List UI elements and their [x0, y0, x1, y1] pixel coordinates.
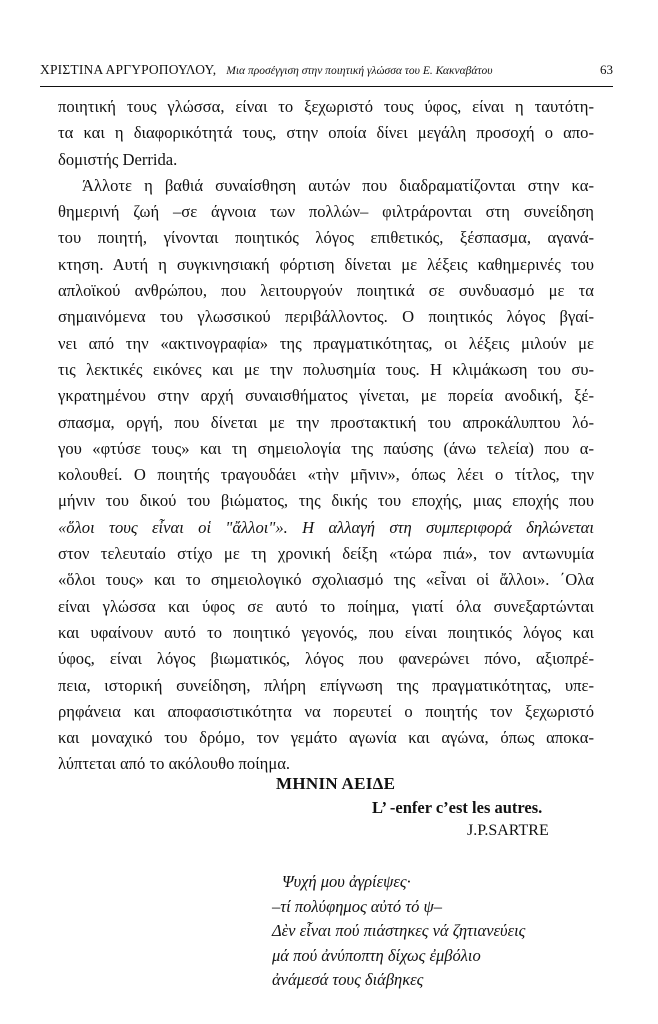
text-line: είναι γλώσσα και ύφος σε αυτό το ποίημα, γιατί όλα συνεξαρτώνται	[58, 596, 594, 616]
text-line: απλοϊκού ανθρώπου, που λειτουργούν ποιητικά σε συνδυασμό με τα	[58, 281, 594, 301]
text-line: σημαινόμενα του γλωσσικού περιβάλλοντος. Ο ποιητικός λόγος βγαί-	[58, 307, 594, 327]
paragraph-2	[58, 173, 594, 778]
poem-line: ἀνάμεσά τους διάβηκες	[272, 970, 424, 989]
text-line: τα και η διαφορικότητά τους, στην οποία δίνει μεγάλη προσοχή ο απο-	[58, 123, 594, 143]
text-line: στον τελευταίο στίχο με τη χρονική δείξη «τώρα πιά», τον αντωνυμία	[58, 544, 594, 564]
poem-verses	[272, 870, 525, 993]
header-author: ΧΡΙΣΤΙΝΑ ΑΡΓΥΡΟΠΟΥΛΟΥ,	[40, 62, 217, 77]
text-line: «ὅλοι τους» και το σημειολογικό σχολιασμό της «εἶναι οἱ ἄλλοι». ΄Ολα	[58, 570, 594, 590]
text-line: μήνιν του δικού του βιώματος, της δικής του εποχής, μιας εποχής που	[58, 491, 594, 511]
text-line: του ποιητή, γίνονται ποιητικός λόγος επιθετικός, ξέσπασμα, αγανά-	[58, 228, 594, 248]
text-line: γκρατημένου στην αρχή συναισθήματος γίνεται, με πορεία ανοδική, ξέ-	[58, 386, 594, 406]
page-number: 63	[600, 62, 613, 77]
text-line: θημερινή ζωή –σε άγνοια των πολλών– φιλτράρονται στη συνείδηση	[58, 202, 594, 222]
text-line: πεια, ιστορική συνείδηση, πλήρη επίγνωση της πραγματικότητας, υπε-	[58, 675, 594, 695]
poem-line: Δὲν εἶναι πού πιάστηκες νά ζητιανεύεις	[272, 921, 526, 940]
text-line: νει από την «ακτινογραφία» της πραγματικότητας, οι λέξεις μιλούν με	[58, 333, 594, 353]
text-line: κτηση. Αυτή η συγκινησιακή φόρτιση δίνεται με λέξεις καθημερινές του	[58, 254, 594, 274]
text-line: ύφος, είναι λόγος βιωματικός, λόγος που φανερώνει πόνο, αξιοπρέ-	[58, 649, 594, 669]
running-header	[40, 62, 613, 82]
text-line: ποιητική τους γλώσσα, είναι το ξεχωριστό τους ύφος, είναι η ταυτότη-	[58, 97, 594, 116]
text-line: σπασμα, οργή, που δίνεται με την προστακτική του απροκάλυπτου λό-	[58, 412, 594, 432]
poem-line: Ψυχή μου ἀγρίεψες·	[282, 872, 411, 891]
epigraph-author: J.P.SARTRE	[467, 822, 549, 839]
text-line: κολουθεί. Ο ποιητής τραγουδάει «τὴν μῆνιν», όπως λέει ο τίτλος, την	[58, 465, 594, 485]
body-text	[58, 94, 594, 778]
text-line: γου «φτύσε τους» και τη σημειολογία της παύσης (άνω τελεία) που α-	[58, 438, 594, 458]
poem-epigraph: L’ -enfer c’est les autres.	[372, 798, 543, 817]
header-title: Μια προσέγγιση στην ποιητική γλώσσα του Ε. Κακναβάτου	[226, 65, 493, 77]
text-line: ρηφάνεια και αποφασιστικότητα να πορευτεί ο ποιητής τον ξεχωριστό	[58, 701, 594, 721]
poem-title: ΜΗΝΙΝ ΑΕΙΔΕ	[276, 774, 396, 793]
text-line: Άλλοτε η βαθιά συναίσθηση αυτών που διαδραματίζονται στην κα-	[82, 175, 594, 195]
text-line: λύπτεται από το ακόλουθο ποίημα.	[58, 754, 291, 774]
paragraph-1	[58, 94, 594, 173]
header-rule	[40, 86, 613, 87]
text-line: και μοναχικό του δρόμο, τον γεμάτο αγωνία και αγώνα, όπως αποκα-	[58, 728, 594, 748]
text-line: και υφαίνουν αυτό το ποιητικό γεγονός, που είναι ποιητικός λόγος και	[58, 622, 594, 642]
text-line: τις λεκτικές εικόνες και με την πολυσημία τους. Η κλιμάκωση του συ-	[58, 359, 594, 379]
text-line: δομιστής Derrida.	[58, 149, 178, 169]
poem-line: –τί πολύφημος αὐτό τό ψ–	[272, 896, 443, 916]
text-line: «ὅλοι τους εἶναι οἱ "ἄλλοι"». Η αλλαγή στη συμπεριφορά δηλώνεται	[58, 517, 594, 537]
poem-line: μά πού ἀνύποπτη δίχως ἐμβόλιο	[272, 945, 481, 965]
